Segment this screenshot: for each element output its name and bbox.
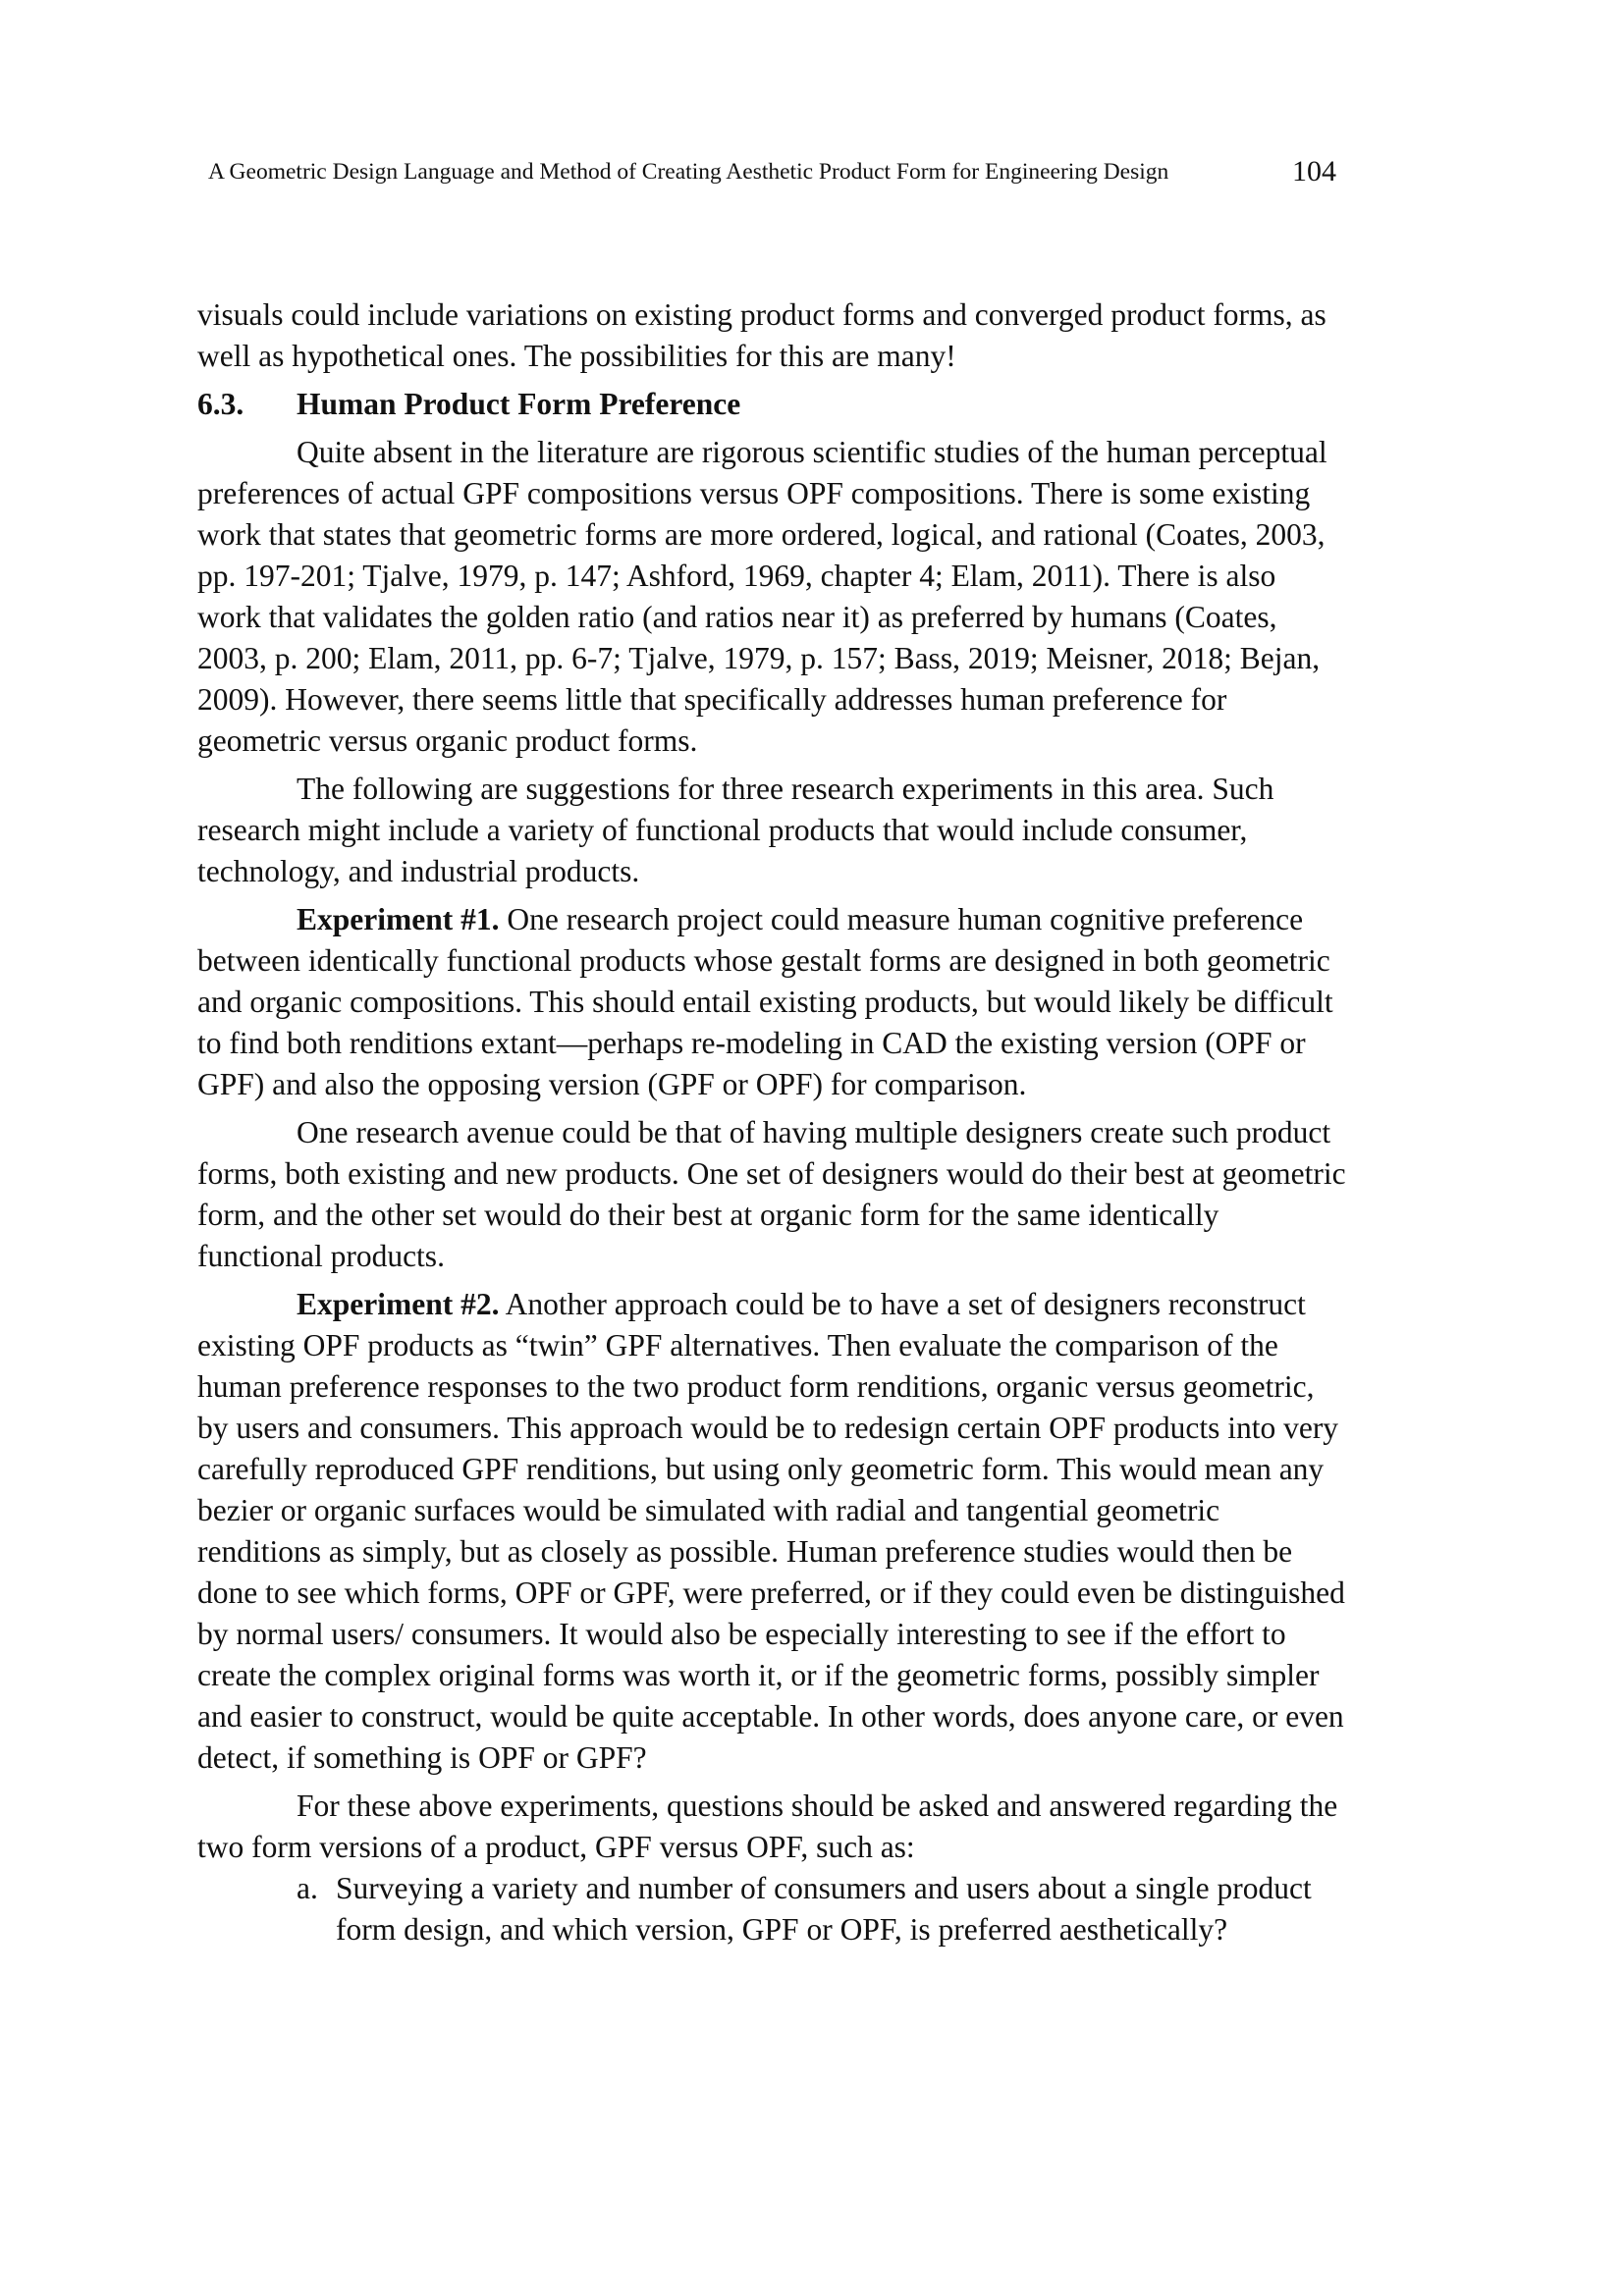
paragraph-experiment-2 <box>197 1284 1346 1779</box>
paragraph-questions-intro: For these above experiments, questions should be asked and answered regarding the two form versions of a product, GPF versus OPF, such as: <box>197 1789 1338 1864</box>
running-title: A Geometric Design Language and Method of Creating Aesthetic Product Form for Engineering Design <box>208 159 1169 185</box>
paragraph-experiment-1 <box>197 899 1346 1105</box>
paragraph-continuation: visuals could include variations on existing product forms and converged product forms, as well as hypothetical ones. The possibilities for this are many! <box>197 297 1326 373</box>
paragraph-suggestions: The following are suggestions for three research experiments in this area. Such research might include a variety of functional products that would include consumer, technology, and industrial products. <box>197 772 1274 888</box>
experiment-1-label: Experiment #1. <box>297 902 500 936</box>
page-number: 104 <box>1292 155 1336 187</box>
experiment-1-text: One research project could measure human cognitive preference between identically functional products whose gestalt forms are designed in both geometric and organic compositions. This should entail existing products, but would likely be difficult to find both renditions extant—perhaps re-modeling in CAD the existing version (OPF or GPF) and also the opposing version (GPF or OPF) for comparison. <box>197 902 1333 1101</box>
list-item-text: Surveying a variety and number of consumers and users about a single product form design, and which version, GPF or OPF, is preferred aesthetically? <box>336 1871 1312 1947</box>
experiment-2-text: Another approach could be to have a set of designers reconstruct existing OPF products as “twin” GPF alternatives. Then evaluate the comparison of the human preference responses to the two product form renditions, organic versus geometric, by users and consumers. This approach would be to redesign certain OPF products into very carefully reproduced GPF renditions, but using only geometric form. This would mean any bezier or organic surfaces would be simulated with radial and tangential geometric renditions as simply, but as closely as possible. Human preference studies would then be done to see which forms, OPF or GPF, were preferred, or if they could even be distinguished by normal users/ consumers. It would also be especially interesting to see if the effort to create the complex original forms was worth it, or if the geometric forms, possibly simpler and easier to construct, would be quite acceptable. In other words, does anyone care, or even detect, if something is OPF or GPF? <box>197 1287 1345 1775</box>
question-list <box>297 1868 1318 1950</box>
section-number: 6.3. <box>197 387 244 421</box>
section-heading <box>197 384 1346 425</box>
body-text <box>197 294 1346 1950</box>
section-title: Human Product Form Preference <box>297 387 741 421</box>
list-item <box>297 1868 1318 1950</box>
list-marker: a. <box>297 1871 318 1905</box>
paragraph-research-avenue: One research avenue could be that of having multiple designers create such product forms, both existing and new products. One set of designers would do their best at geometric form, and the other set would do their best at organic form for the same identically functional products. <box>197 1115 1346 1273</box>
paragraph-literature: Quite absent in the literature are rigorous scientific studies of the human perceptual preferences of actual GPF compositions versus OPF compositions. There is some existing work that states that geometric forms are more ordered, logical, and rational (Coates, 2003, pp. 197-201; Tjalve, 1979, p. 147; Ashford, 1969, chapter 4; Elam, 2011). There is also work that validates the golden ratio (and ratios near it) as preferred by humans (Coates, 2003, p. 200; Elam, 2011, pp. 6-7; Tjalve, 1979, p. 157; Bass, 2019; Meisner, 2018; Bejan, 2009). However, there seems little that specifically addresses human preference for geometric versus organic product forms. <box>197 435 1327 758</box>
experiment-2-label: Experiment #2. <box>297 1287 500 1321</box>
running-header <box>208 155 1337 194</box>
